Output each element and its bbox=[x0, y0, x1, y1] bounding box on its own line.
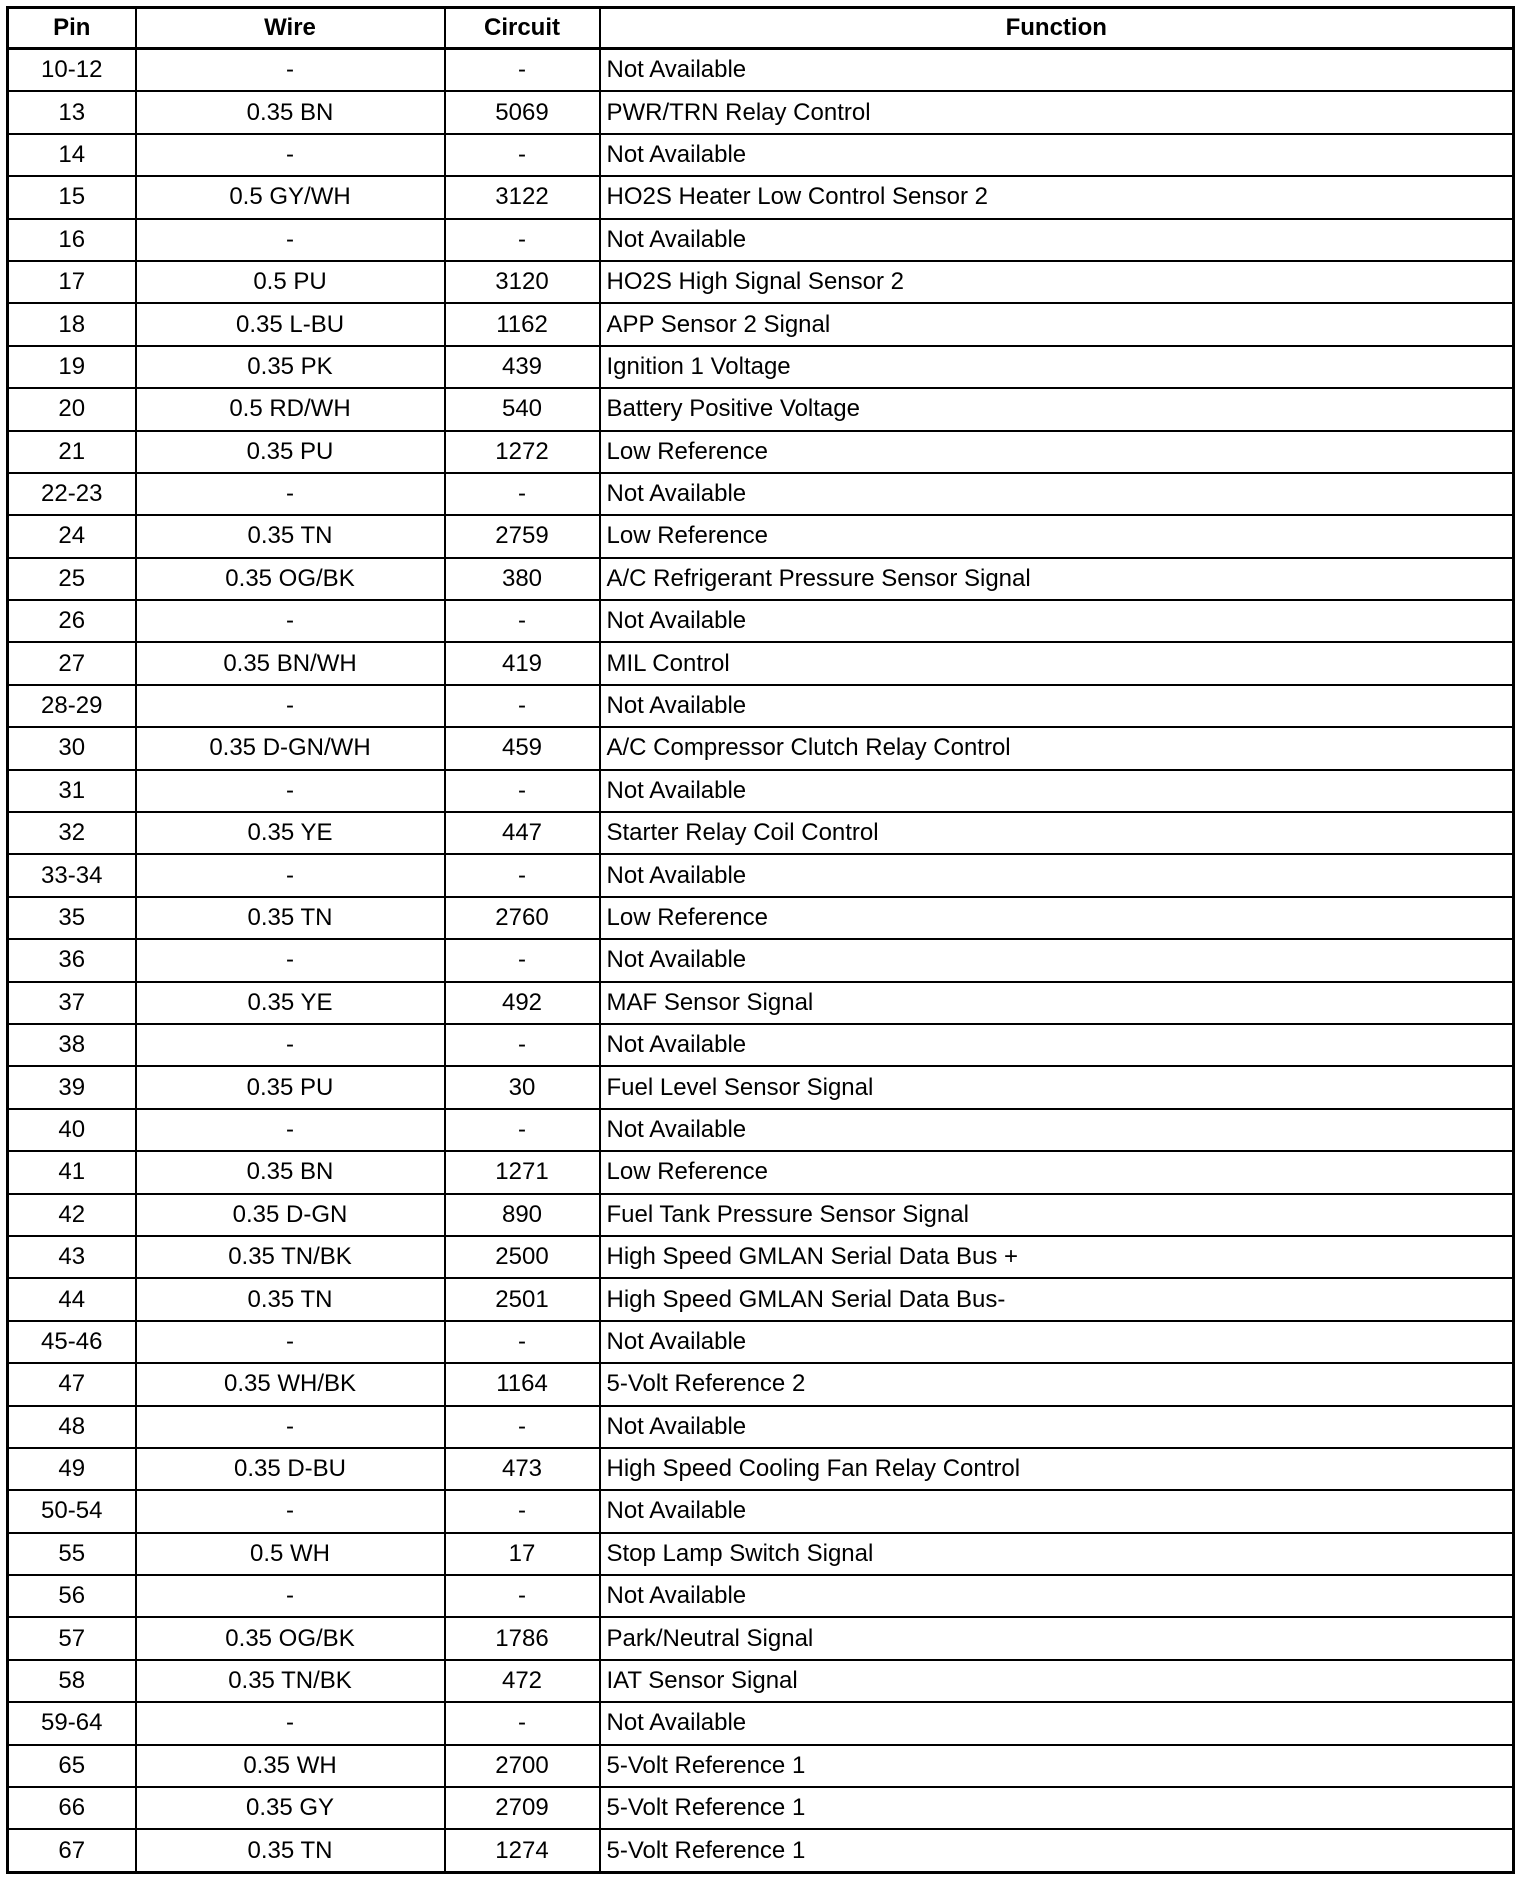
cell-function: Low Reference bbox=[600, 897, 1514, 939]
cell-circuit: - bbox=[445, 49, 600, 92]
cell-pin: 43 bbox=[8, 1236, 136, 1278]
cell-function: MIL Control bbox=[600, 642, 1514, 684]
cell-function: Starter Relay Coil Control bbox=[600, 812, 1514, 854]
cell-function: Fuel Tank Pressure Sensor Signal bbox=[600, 1194, 1514, 1236]
table-row bbox=[8, 1829, 1514, 1872]
cell-wire: 0.35 L-BU bbox=[136, 303, 445, 345]
cell-function: A/C Refrigerant Pressure Sensor Signal bbox=[600, 558, 1514, 600]
cell-pin: 31 bbox=[8, 770, 136, 812]
cell-pin: 59-64 bbox=[8, 1702, 136, 1744]
cell-pin: 16 bbox=[8, 219, 136, 261]
table-row bbox=[8, 1490, 1514, 1532]
cell-function: Not Available bbox=[600, 770, 1514, 812]
table-row bbox=[8, 685, 1514, 727]
cell-circuit: - bbox=[445, 685, 600, 727]
table-row bbox=[8, 1448, 1514, 1490]
cell-circuit: 1271 bbox=[445, 1151, 600, 1193]
table-row bbox=[8, 1066, 1514, 1108]
cell-function: Stop Lamp Switch Signal bbox=[600, 1533, 1514, 1575]
cell-circuit: 5069 bbox=[445, 91, 600, 133]
cell-circuit: 473 bbox=[445, 1448, 600, 1490]
table-row bbox=[8, 1406, 1514, 1448]
cell-function: Not Available bbox=[600, 939, 1514, 981]
cell-wire: 0.35 TN bbox=[136, 1829, 445, 1872]
cell-pin: 25 bbox=[8, 558, 136, 600]
cell-wire: - bbox=[136, 1406, 445, 1448]
table-row bbox=[8, 1321, 1514, 1363]
cell-function: High Speed GMLAN Serial Data Bus- bbox=[600, 1278, 1514, 1320]
cell-function: 5-Volt Reference 2 bbox=[600, 1363, 1514, 1405]
table-row bbox=[8, 939, 1514, 981]
cell-circuit: 459 bbox=[445, 727, 600, 769]
cell-function: Not Available bbox=[600, 1024, 1514, 1066]
cell-wire: 0.35 TN bbox=[136, 515, 445, 557]
table-row bbox=[8, 770, 1514, 812]
cell-wire: 0.35 WH/BK bbox=[136, 1363, 445, 1405]
cell-pin: 38 bbox=[8, 1024, 136, 1066]
table-row bbox=[8, 1787, 1514, 1829]
cell-circuit: 540 bbox=[445, 388, 600, 430]
cell-function: Battery Positive Voltage bbox=[600, 388, 1514, 430]
cell-wire: 0.35 OG/BK bbox=[136, 1617, 445, 1659]
table-row bbox=[8, 1617, 1514, 1659]
cell-function: PWR/TRN Relay Control bbox=[600, 91, 1514, 133]
cell-pin: 58 bbox=[8, 1660, 136, 1702]
table-row bbox=[8, 1151, 1514, 1193]
cell-pin: 44 bbox=[8, 1278, 136, 1320]
cell-pin: 37 bbox=[8, 982, 136, 1024]
cell-wire: 0.35 TN/BK bbox=[136, 1236, 445, 1278]
table-row bbox=[8, 1024, 1514, 1066]
cell-circuit: 439 bbox=[445, 346, 600, 388]
cell-function: IAT Sensor Signal bbox=[600, 1660, 1514, 1702]
cell-function: HO2S Heater Low Control Sensor 2 bbox=[600, 176, 1514, 218]
cell-function: MAF Sensor Signal bbox=[600, 982, 1514, 1024]
table-row bbox=[8, 1278, 1514, 1320]
cell-circuit: 2709 bbox=[445, 1787, 600, 1829]
cell-function: 5-Volt Reference 1 bbox=[600, 1787, 1514, 1829]
cell-wire: 0.35 PU bbox=[136, 1066, 445, 1108]
cell-circuit: 472 bbox=[445, 1660, 600, 1702]
cell-wire: - bbox=[136, 854, 445, 896]
cell-pin: 56 bbox=[8, 1575, 136, 1617]
cell-function: HO2S High Signal Sensor 2 bbox=[600, 261, 1514, 303]
cell-wire: 0.35 BN bbox=[136, 1151, 445, 1193]
table-row bbox=[8, 1702, 1514, 1744]
cell-pin: 42 bbox=[8, 1194, 136, 1236]
cell-wire: 0.35 BN bbox=[136, 91, 445, 133]
cell-function: Not Available bbox=[600, 1490, 1514, 1532]
cell-function: Not Available bbox=[600, 1109, 1514, 1151]
cell-function: Not Available bbox=[600, 1702, 1514, 1744]
cell-function: Not Available bbox=[600, 49, 1514, 92]
cell-pin: 22-23 bbox=[8, 473, 136, 515]
cell-pin: 48 bbox=[8, 1406, 136, 1448]
cell-wire: 0.35 BN/WH bbox=[136, 642, 445, 684]
cell-wire: - bbox=[136, 1702, 445, 1744]
cell-wire: 0.35 YE bbox=[136, 812, 445, 854]
table-row bbox=[8, 261, 1514, 303]
cell-wire: - bbox=[136, 134, 445, 176]
cell-pin: 47 bbox=[8, 1363, 136, 1405]
table-row bbox=[8, 1533, 1514, 1575]
cell-pin: 50-54 bbox=[8, 1490, 136, 1532]
cell-pin: 24 bbox=[8, 515, 136, 557]
cell-circuit: 2501 bbox=[445, 1278, 600, 1320]
cell-circuit: 1272 bbox=[445, 431, 600, 473]
cell-wire: 0.35 WH bbox=[136, 1745, 445, 1787]
cell-pin: 10-12 bbox=[8, 49, 136, 92]
cell-wire: 0.35 OG/BK bbox=[136, 558, 445, 600]
cell-wire: - bbox=[136, 685, 445, 727]
cell-pin: 17 bbox=[8, 261, 136, 303]
cell-wire: 0.35 PU bbox=[136, 431, 445, 473]
cell-wire: 0.35 PK bbox=[136, 346, 445, 388]
cell-circuit: 1786 bbox=[445, 1617, 600, 1659]
cell-circuit: 380 bbox=[445, 558, 600, 600]
cell-circuit: - bbox=[445, 770, 600, 812]
table-row bbox=[8, 600, 1514, 642]
cell-circuit: - bbox=[445, 1490, 600, 1532]
cell-pin: 28-29 bbox=[8, 685, 136, 727]
header-pin: Pin bbox=[8, 8, 136, 49]
cell-function: Not Available bbox=[600, 600, 1514, 642]
table-row bbox=[8, 473, 1514, 515]
cell-wire: - bbox=[136, 473, 445, 515]
table-row bbox=[8, 219, 1514, 261]
cell-pin: 27 bbox=[8, 642, 136, 684]
cell-circuit: - bbox=[445, 1109, 600, 1151]
table-row bbox=[8, 1363, 1514, 1405]
table-row bbox=[8, 134, 1514, 176]
table-row bbox=[8, 1660, 1514, 1702]
header-row bbox=[8, 8, 1514, 49]
cell-wire: - bbox=[136, 1109, 445, 1151]
cell-circuit: 1162 bbox=[445, 303, 600, 345]
cell-pin: 14 bbox=[8, 134, 136, 176]
cell-pin: 33-34 bbox=[8, 854, 136, 896]
cell-wire: - bbox=[136, 770, 445, 812]
table-row bbox=[8, 1236, 1514, 1278]
cell-function: Not Available bbox=[600, 1406, 1514, 1448]
table-row bbox=[8, 1109, 1514, 1151]
cell-wire: - bbox=[136, 939, 445, 981]
cell-function: Fuel Level Sensor Signal bbox=[600, 1066, 1514, 1108]
cell-pin: 19 bbox=[8, 346, 136, 388]
pinout-table bbox=[6, 6, 1515, 1874]
cell-circuit: - bbox=[445, 854, 600, 896]
cell-pin: 41 bbox=[8, 1151, 136, 1193]
table-row bbox=[8, 854, 1514, 896]
cell-function: 5-Volt Reference 1 bbox=[600, 1829, 1514, 1872]
table-row bbox=[8, 1194, 1514, 1236]
cell-pin: 20 bbox=[8, 388, 136, 430]
cell-pin: 26 bbox=[8, 600, 136, 642]
cell-circuit: 2759 bbox=[445, 515, 600, 557]
header-circuit: Circuit bbox=[445, 8, 600, 49]
cell-function: High Speed GMLAN Serial Data Bus + bbox=[600, 1236, 1514, 1278]
cell-function: Not Available bbox=[600, 1321, 1514, 1363]
cell-circuit: 419 bbox=[445, 642, 600, 684]
cell-circuit: - bbox=[445, 1575, 600, 1617]
cell-function: Park/Neutral Signal bbox=[600, 1617, 1514, 1659]
cell-wire: 0.35 TN bbox=[136, 897, 445, 939]
cell-function: Low Reference bbox=[600, 431, 1514, 473]
cell-wire: 0.5 PU bbox=[136, 261, 445, 303]
table-row bbox=[8, 49, 1514, 92]
cell-circuit: 447 bbox=[445, 812, 600, 854]
cell-circuit: 2500 bbox=[445, 1236, 600, 1278]
cell-circuit: 890 bbox=[445, 1194, 600, 1236]
table-row bbox=[8, 1575, 1514, 1617]
table-row bbox=[8, 91, 1514, 133]
table-row bbox=[8, 558, 1514, 600]
cell-pin: 55 bbox=[8, 1533, 136, 1575]
cell-pin: 32 bbox=[8, 812, 136, 854]
cell-pin: 21 bbox=[8, 431, 136, 473]
cell-pin: 65 bbox=[8, 1745, 136, 1787]
table-row bbox=[8, 303, 1514, 345]
table-row bbox=[8, 515, 1514, 557]
cell-circuit: 492 bbox=[445, 982, 600, 1024]
cell-function: Not Available bbox=[600, 1575, 1514, 1617]
table-row bbox=[8, 176, 1514, 218]
table-row bbox=[8, 642, 1514, 684]
cell-pin: 45-46 bbox=[8, 1321, 136, 1363]
cell-function: Not Available bbox=[600, 219, 1514, 261]
cell-pin: 49 bbox=[8, 1448, 136, 1490]
cell-wire: - bbox=[136, 49, 445, 92]
cell-function: Ignition 1 Voltage bbox=[600, 346, 1514, 388]
cell-wire: 0.35 D-GN/WH bbox=[136, 727, 445, 769]
table-row bbox=[8, 388, 1514, 430]
cell-wire: 0.35 YE bbox=[136, 982, 445, 1024]
cell-pin: 35 bbox=[8, 897, 136, 939]
cell-wire: - bbox=[136, 1575, 445, 1617]
table-row bbox=[8, 727, 1514, 769]
cell-circuit: 3122 bbox=[445, 176, 600, 218]
cell-pin: 39 bbox=[8, 1066, 136, 1108]
cell-wire: - bbox=[136, 219, 445, 261]
cell-circuit: 2700 bbox=[445, 1745, 600, 1787]
cell-circuit: 1164 bbox=[445, 1363, 600, 1405]
cell-wire: 0.35 D-GN bbox=[136, 1194, 445, 1236]
cell-pin: 13 bbox=[8, 91, 136, 133]
cell-function: Not Available bbox=[600, 134, 1514, 176]
cell-circuit: 2760 bbox=[445, 897, 600, 939]
cell-function: A/C Compressor Clutch Relay Control bbox=[600, 727, 1514, 769]
cell-wire: 0.5 GY/WH bbox=[136, 176, 445, 218]
cell-circuit: - bbox=[445, 1321, 600, 1363]
cell-circuit: - bbox=[445, 1406, 600, 1448]
cell-circuit: 17 bbox=[445, 1533, 600, 1575]
table-row bbox=[8, 346, 1514, 388]
cell-wire: 0.35 D-BU bbox=[136, 1448, 445, 1490]
cell-circuit: - bbox=[445, 219, 600, 261]
cell-pin: 67 bbox=[8, 1829, 136, 1872]
cell-wire: - bbox=[136, 1490, 445, 1532]
table-header bbox=[8, 8, 1514, 49]
cell-wire: 0.35 TN bbox=[136, 1278, 445, 1320]
cell-wire: - bbox=[136, 1024, 445, 1066]
pinout-table-container bbox=[6, 6, 1515, 1874]
cell-function: 5-Volt Reference 1 bbox=[600, 1745, 1514, 1787]
cell-pin: 57 bbox=[8, 1617, 136, 1659]
cell-wire: 0.35 GY bbox=[136, 1787, 445, 1829]
cell-function: Not Available bbox=[600, 854, 1514, 896]
cell-pin: 30 bbox=[8, 727, 136, 769]
cell-wire: 0.5 RD/WH bbox=[136, 388, 445, 430]
cell-wire: 0.35 TN/BK bbox=[136, 1660, 445, 1702]
header-function: Function bbox=[600, 8, 1514, 49]
cell-pin: 40 bbox=[8, 1109, 136, 1151]
cell-pin: 18 bbox=[8, 303, 136, 345]
cell-circuit: 30 bbox=[445, 1066, 600, 1108]
table-row bbox=[8, 982, 1514, 1024]
cell-function: Low Reference bbox=[600, 515, 1514, 557]
table-body bbox=[8, 49, 1514, 1873]
table-row bbox=[8, 431, 1514, 473]
cell-circuit: - bbox=[445, 1024, 600, 1066]
cell-circuit: - bbox=[445, 473, 600, 515]
cell-pin: 15 bbox=[8, 176, 136, 218]
cell-pin: 66 bbox=[8, 1787, 136, 1829]
table-row bbox=[8, 812, 1514, 854]
cell-pin: 36 bbox=[8, 939, 136, 981]
cell-function: APP Sensor 2 Signal bbox=[600, 303, 1514, 345]
header-wire: Wire bbox=[136, 8, 445, 49]
cell-wire: - bbox=[136, 1321, 445, 1363]
cell-circuit: - bbox=[445, 134, 600, 176]
cell-function: Not Available bbox=[600, 685, 1514, 727]
table-row bbox=[8, 897, 1514, 939]
cell-circuit: - bbox=[445, 1702, 600, 1744]
cell-function: High Speed Cooling Fan Relay Control bbox=[600, 1448, 1514, 1490]
cell-wire: 0.5 WH bbox=[136, 1533, 445, 1575]
cell-function: Low Reference bbox=[600, 1151, 1514, 1193]
cell-circuit: - bbox=[445, 600, 600, 642]
cell-circuit: - bbox=[445, 939, 600, 981]
table-row bbox=[8, 1745, 1514, 1787]
cell-circuit: 3120 bbox=[445, 261, 600, 303]
cell-circuit: 1274 bbox=[445, 1829, 600, 1872]
cell-wire: - bbox=[136, 600, 445, 642]
cell-function: Not Available bbox=[600, 473, 1514, 515]
